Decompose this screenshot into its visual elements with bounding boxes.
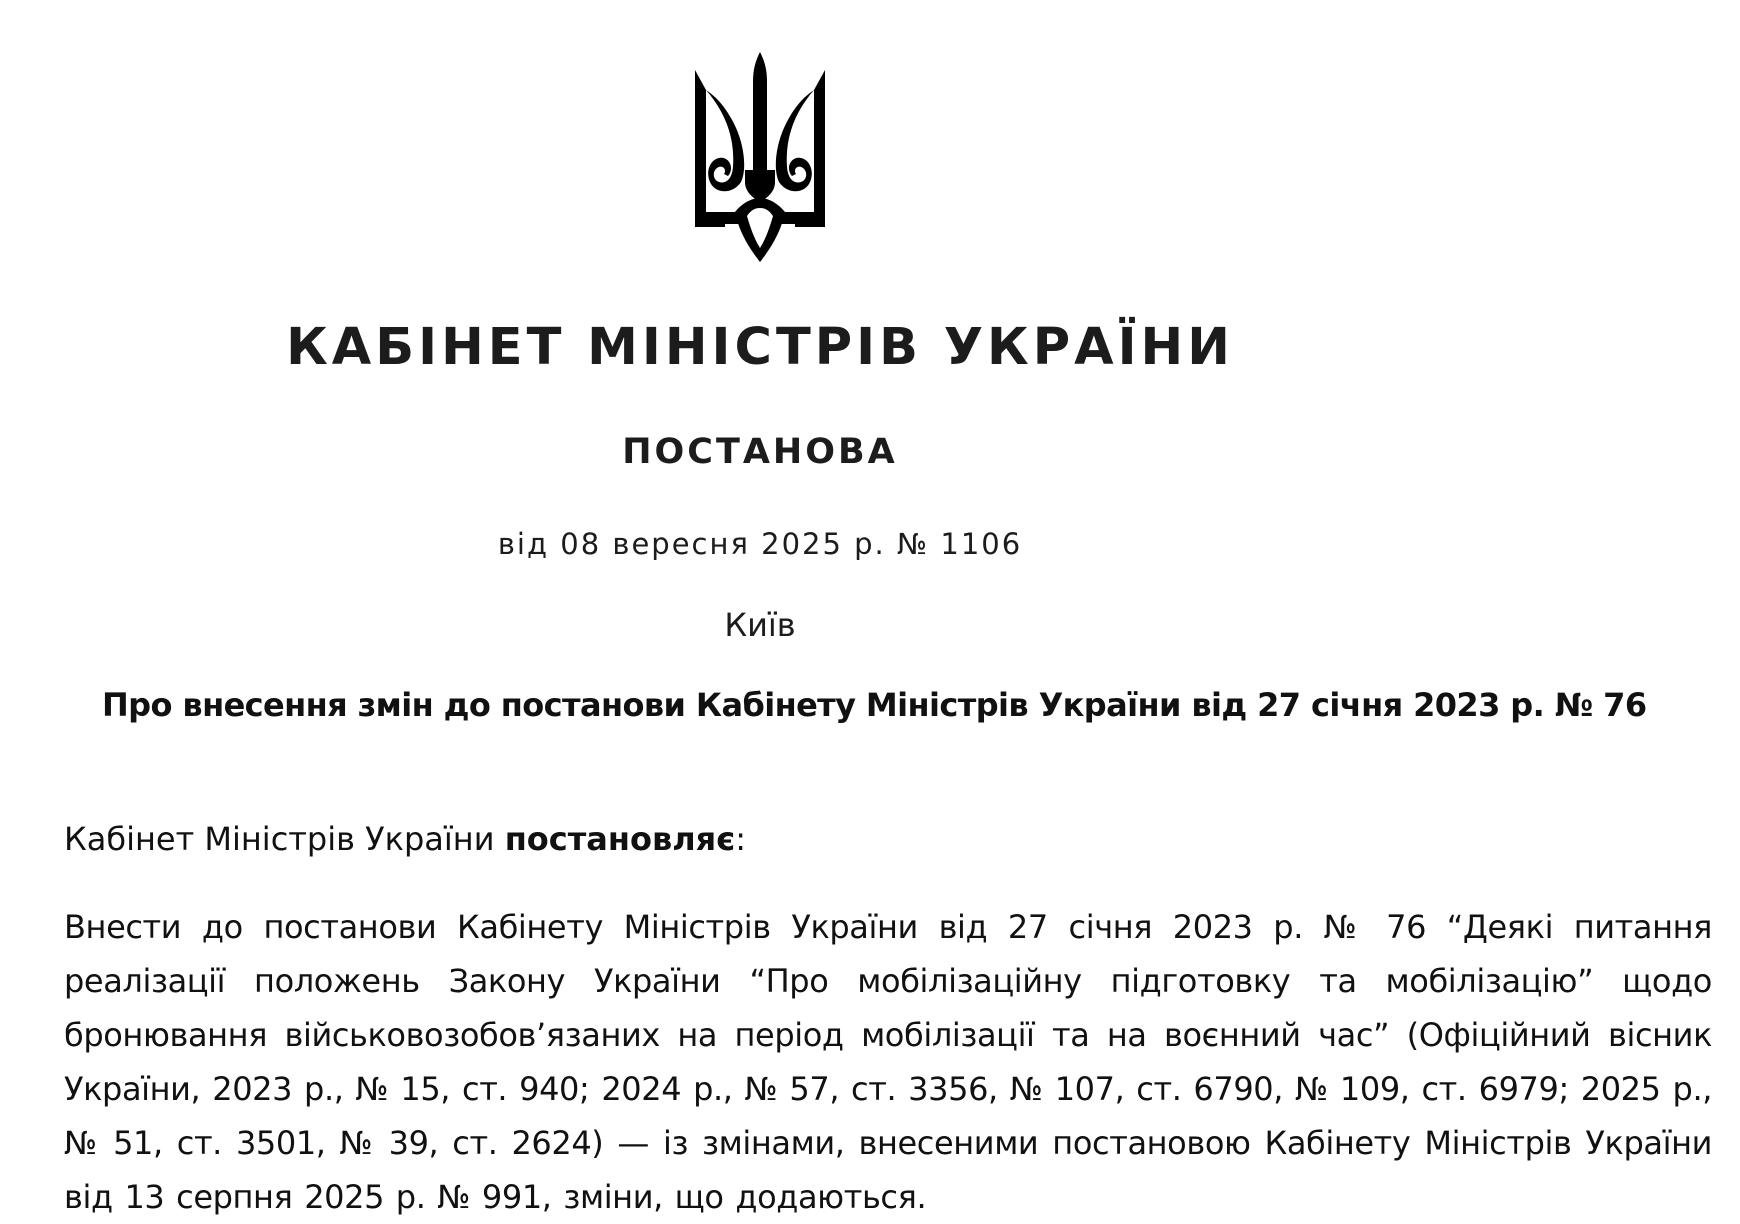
document-heading: Про внесення змін до постанови Кабінету Міністрів України від 27 січня 2023 р. № 76 [102, 686, 1647, 724]
preamble-verb: постановляє [504, 820, 736, 858]
document-date: від 08 вересня 2025 р. № 1106 [497, 527, 1023, 561]
preamble-suffix: : [735, 820, 746, 858]
document-type: ПОСТАНОВА [622, 432, 898, 472]
document-city: Київ [724, 606, 796, 644]
organization-title: КАБІНЕТ МІНІСТРІВ УКРАЇНИ [286, 318, 1234, 377]
trident-icon [695, 52, 825, 262]
body-paragraph: Внести до постанови Кабінету Міністрів України від 27 січня 2023 р. № 76 “Деякі питання реалізації положень Закону України “Про мобілізаційну підготовку та мобілізацію” щодо бронювання військовозобов’язаних на період мобілізації та на воєнний час” (Офіційний вісник України, 2023 р., № 15, ст. 940; 2024 р., № 57, ст. 3356, № 107, ст. 6790, № 109, ст. 6979; 2025 р., № 51, ст. 3501, № 39, ст. 2624) — із змінами, внесеними постановою Кабінету Міністрів України від 13 серпня 2025 р. № 991, зміни, що додаються. [64, 908, 1712, 1216]
preamble [64, 820, 746, 858]
preamble-prefix: Кабінет Міністрів України [64, 820, 505, 858]
